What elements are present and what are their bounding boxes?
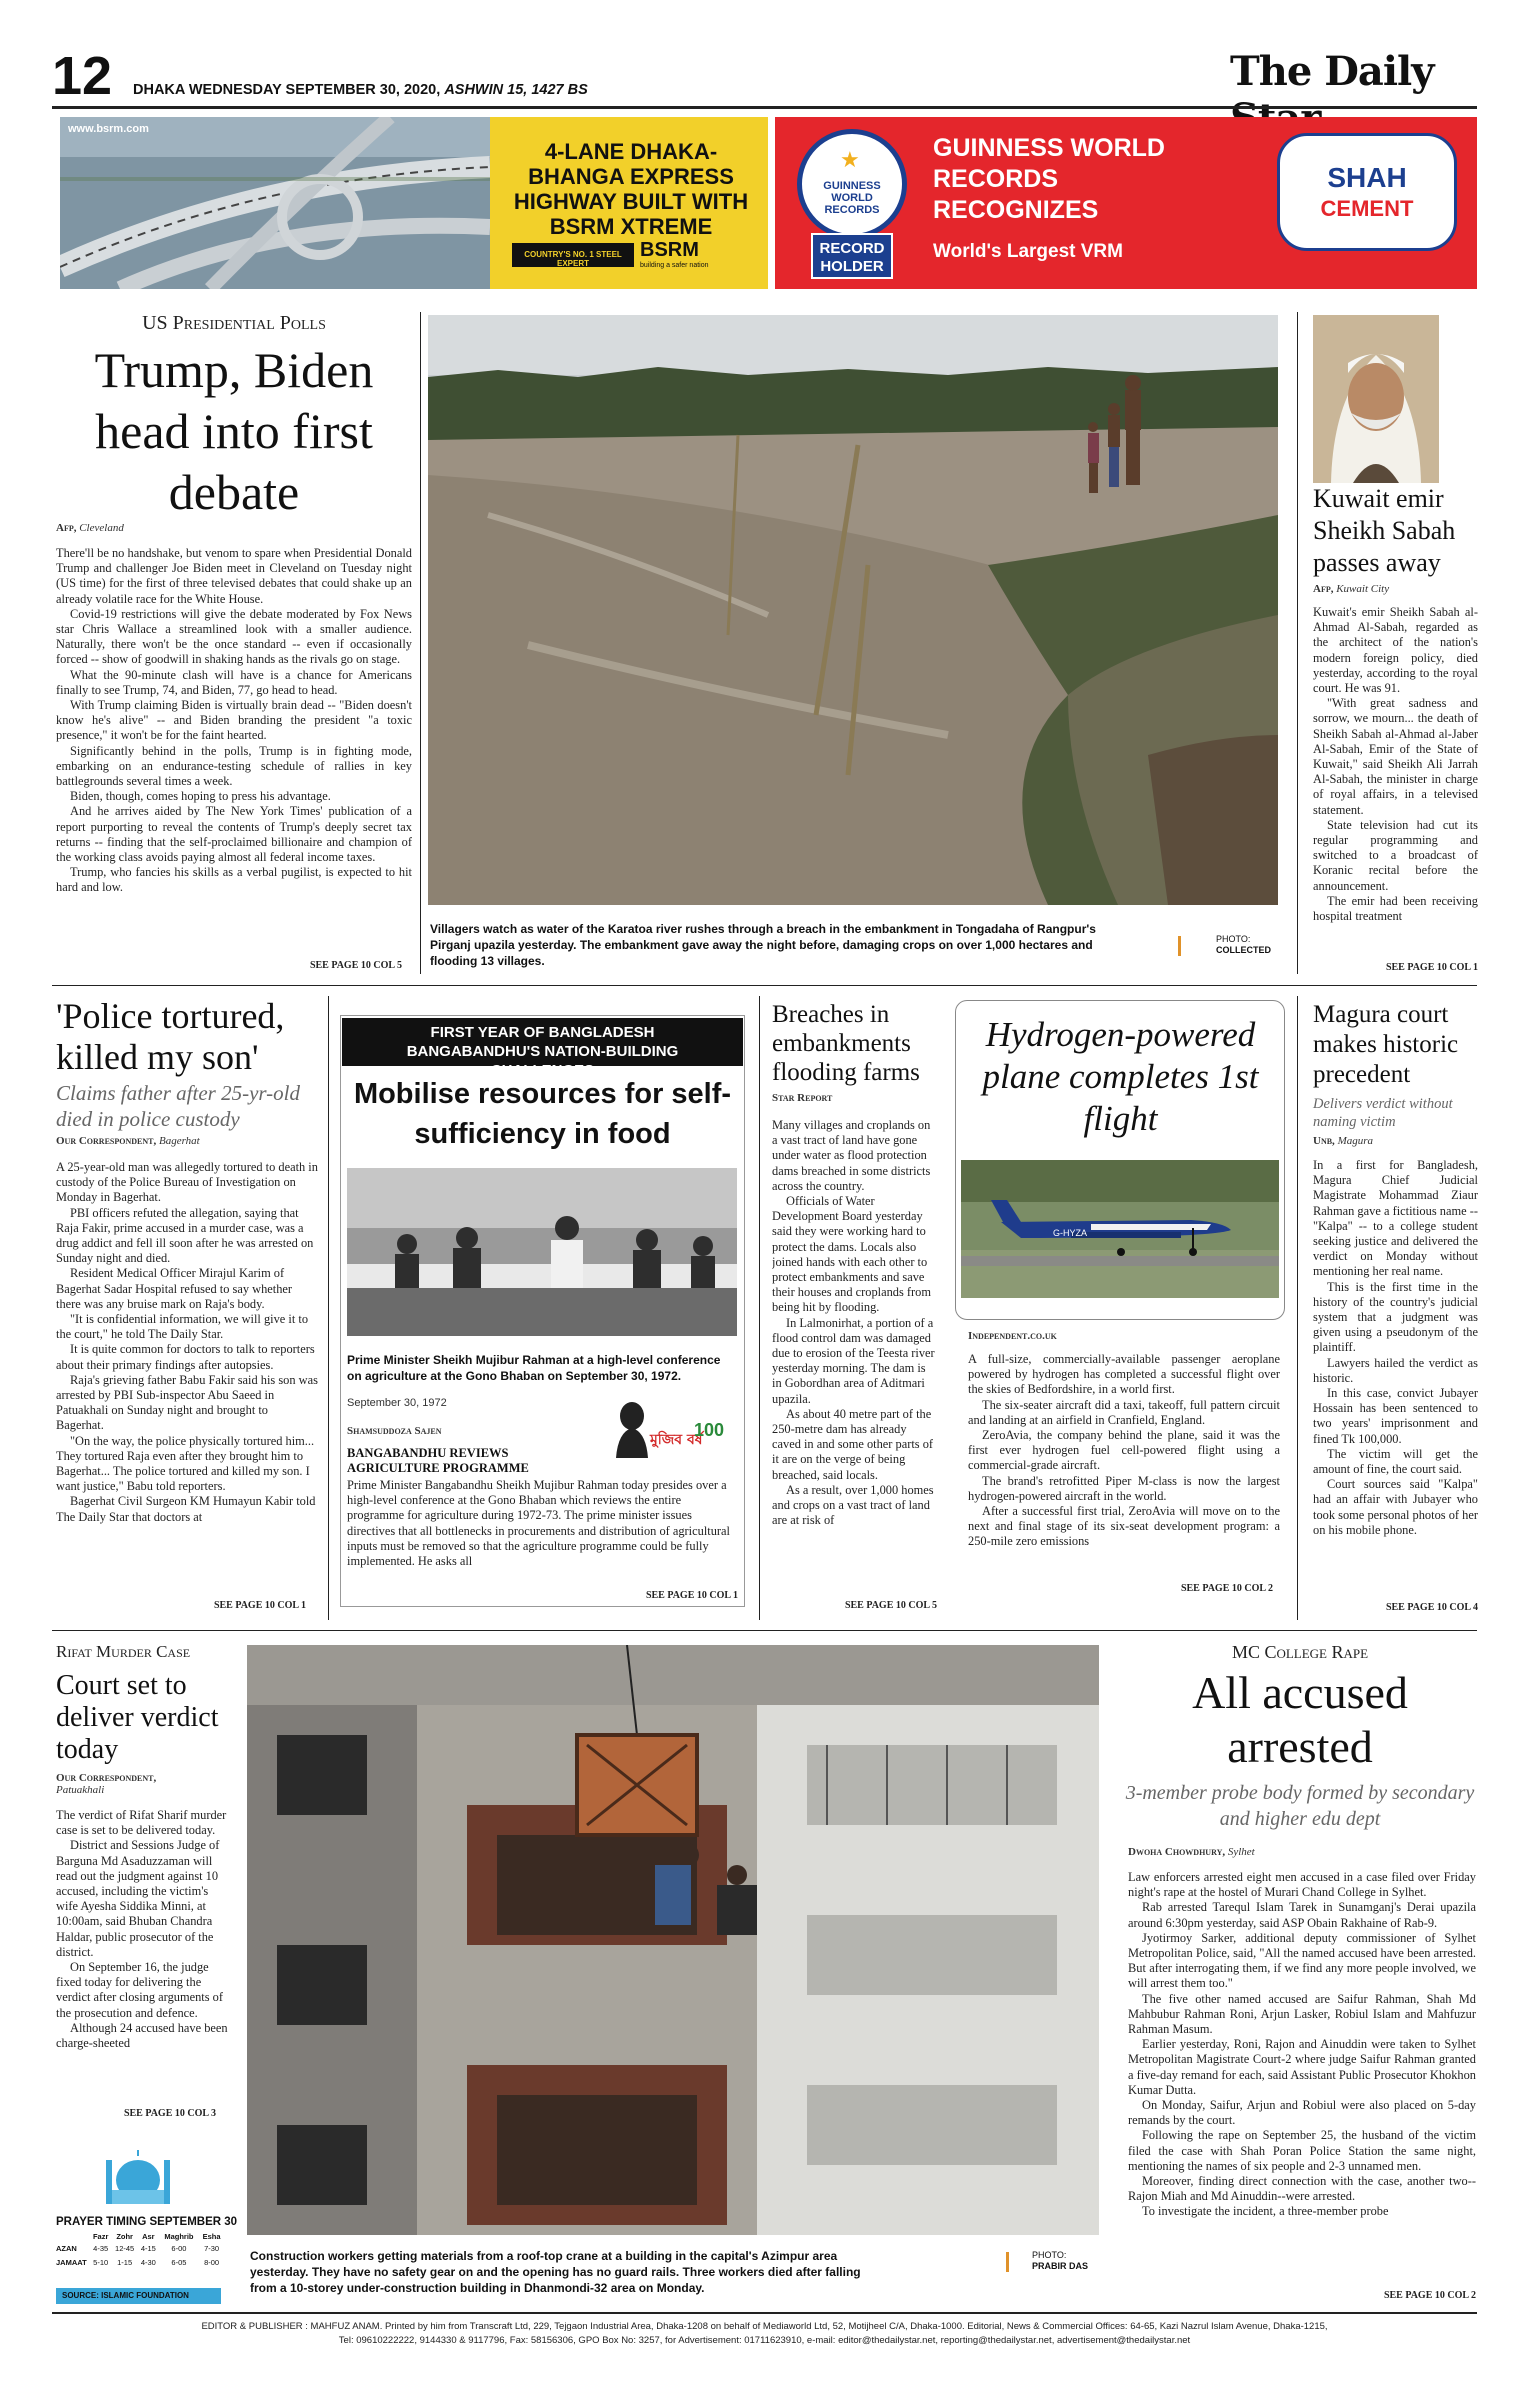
paragraph: Following the rape on September 25, the husband of the victim filed the case with Shah Poran Police Station the same night, mentioning the names of six people and 2-3 unnamed men. bbox=[1128, 2128, 1476, 2173]
mc-subhead: 3-member probe body formed by secondary and higher edu dept bbox=[1125, 1782, 1475, 1830]
bangabandhu-date: September 30, 1972 bbox=[347, 1397, 447, 1409]
paragraph: And he arrives aided by The New York Times' publication of a report purporting to reveal the contents of Trump's deeply secret tax returns -- finding that the self-proclaimed billionaire and champion of the working class avoids paying almost all federal income taxes. bbox=[56, 804, 412, 865]
magura-byline-agency: Unb, bbox=[1313, 1135, 1335, 1147]
bsrm-headline: 4-LANE DHAKA-BHANGA EXPRESS HIGHWAY BUILT WITH BSRM XTREME bbox=[513, 139, 749, 239]
guinness-sub: World's Largest VRM bbox=[933, 241, 1123, 262]
paragraph: A 25-year-old man was allegedly tortured to death in custody of the Police Bureau of Investigation on Monday in Bagerhat. bbox=[56, 1160, 318, 1205]
bangabandhu-headline[interactable]: Mobilise resources for self-sufficiency in food bbox=[353, 1078, 732, 1150]
trump-body bbox=[56, 546, 412, 950]
mc-headline[interactable]: All accused arrested bbox=[1192, 1667, 1408, 1772]
paragraph: Earlier yesterday, Roni, Rajon and Ainuddin were taken to Sylhet Metropolitan Magistrate Court-2 where judge Saifur Rahman granted a five-day remand for each, said Assistant Public Prosecutor Khokhon Kumar Dutta. bbox=[1128, 2037, 1476, 2097]
paragraph: Many villages and croplands on a vast tract of land have gone under water as flood protection dams breached in some districts across the country. bbox=[772, 1118, 931, 1193]
paragraph: Significantly behind in the polls, Trump is in fighting mode, embarking on an endurance-testing schedule of rallies in key battlegrounds several times a week. bbox=[56, 743, 412, 789]
highway-aerial-image bbox=[60, 117, 490, 289]
guinness-seal bbox=[797, 129, 907, 239]
paragraph: In Lalmonirhat, a portion of a flood control dam was damaged due to erosion of the Teesta river yesterday morning. The dam is in Gobordhan area of Aditmari upazila. bbox=[772, 1315, 935, 1406]
paragraph: State television had cut its regular programming and switched to a broadcast of Koranic recital before the announcement. bbox=[1313, 817, 1478, 893]
bsrm-tagline: COUNTRY'S NO. 1 STEEL EXPERT bbox=[512, 243, 634, 267]
mc-dateline: Sylhet bbox=[1227, 1846, 1255, 1858]
mc-byline bbox=[1128, 1846, 1255, 1858]
guinness-ad[interactable] bbox=[775, 117, 1477, 289]
paragraph: Raja's grieving father Babu Fakir said his son was arrested by PBI Sub-inspector Abu Saeed in Patuakhali on Sunday night and brought to Bagerhat. bbox=[56, 1372, 318, 1433]
kuwait-byline-agency: Afp, bbox=[1313, 583, 1334, 595]
paragraph: Bagerhat Civil Surgeon KM Humayun Kabir told The Daily Star that doctors at bbox=[56, 1494, 316, 1524]
dateline bbox=[133, 82, 588, 98]
police-subhead: Claims father after 25-yr-old died in police custody bbox=[56, 1081, 300, 1131]
paragraph: On September 16, the judge fixed today for delivering the verdict after closing arguments of the prosecution and defence. bbox=[56, 1960, 223, 2020]
photo-credit-name: PRABIR DAS bbox=[1032, 2261, 1089, 2271]
bangabandhu-section-title: BANGABANDHU REVIEWS AGRICULTURE PROGRAMME bbox=[347, 1446, 529, 1475]
paragraph: The five other named accused are Saifur Rahman, Shah Md Mahbubur Rahman Roni, Arjun Lasker, Robiul Islam and Mahfuzur Rahman Masum. bbox=[1128, 1991, 1476, 2037]
column-rule bbox=[328, 996, 329, 1620]
bangabandhu-body: Prime Minister Bangabandhu Sheikh Mujibur Rahman today presides over a high-level conference at the Gono Bhaban which reviews the entire programme for agriculture during 1972-73. The prime minister issues directives that all bottlenecks in procurements and distribution of agricultural inputs must be removed so that the agriculture programme could be fully implemented. He asks all bbox=[347, 1478, 730, 1569]
paragraph: Biden, though, comes hoping to press his advantage. bbox=[70, 789, 331, 804]
historic-photo bbox=[347, 1168, 737, 1336]
hydrogen-body bbox=[968, 1352, 1280, 1578]
prayer-cell: 12-45 bbox=[115, 2243, 135, 2253]
plane-registration: G-HYZA bbox=[1053, 1228, 1088, 1238]
prayer-cell: 8-00 bbox=[204, 2257, 220, 2267]
magura-body bbox=[1313, 1158, 1478, 1598]
magura-dateline: Magura bbox=[1337, 1135, 1374, 1147]
hydrogen-byline: Independent.co.uk bbox=[968, 1330, 1057, 1342]
magura-headline[interactable]: Magura court makes historic precedent bbox=[1313, 1001, 1459, 1088]
paragraph: Rab arrested Tarequl Islam Tarek in Sunamganj's Derai upazila around 6:30pm yesterday, said ASP Obain Rakhaine of Rab-9. bbox=[1128, 1900, 1476, 1930]
trump-byline-agency: Afp, bbox=[56, 522, 77, 534]
paragraph: Trump, who fancies his skills as a verbal pugilist, is expected to hit hard and low. bbox=[56, 865, 412, 895]
imprint-line: Tel: 09610222222, 9144330 & 9117796, Fax: 58156306, GPO Box No: 3257, for Advertisement: 01711623910, e-mail: editor@thedailystar.net, reporting@thedailystar.net, advertisement@thedailystar.net bbox=[338, 2335, 1191, 2346]
paragraph: Jyotirmoy Sarker, additional deputy commissioner of Sylhet Metropolitan Police, said, "All the named accused have been arrested. But after interrogating them, if we find any more people involved, we will arrest them too." bbox=[1128, 1930, 1476, 1991]
mosque-icon bbox=[98, 2150, 178, 2204]
emir-portrait bbox=[1313, 315, 1439, 483]
kuwait-headline[interactable]: Kuwait emir Sheikh Sabah passes away bbox=[1313, 484, 1456, 577]
breaches-byline: Star Report bbox=[772, 1092, 833, 1104]
bsrm-ad[interactable] bbox=[60, 117, 768, 289]
trump-dateline: Cleveland bbox=[79, 522, 124, 534]
prayer-cell: JAMAAT bbox=[56, 2257, 87, 2267]
paragraph: In this case, convict Jubayer Hossain has been sentenced to two years' imprisonment and fined Tk 100,000. bbox=[1313, 1386, 1478, 1446]
paragraph: This is the first time in the history of the country's judicial system that a judgment was given using a pseudonym of the plaintiff. bbox=[1313, 1279, 1478, 1355]
column-rule bbox=[420, 312, 421, 974]
rifat-see-page[interactable]: SEE PAGE 10 COL 3 bbox=[123, 2108, 216, 2119]
paragraph: The verdict of Rifat Sharif murder case is set to be delivered today. bbox=[56, 1808, 227, 1838]
bsrm-brand: BSRM bbox=[640, 239, 699, 261]
prayer-cell: AZAN bbox=[56, 2243, 77, 2253]
guinness-headline: GUINNESS WORLD RECORDS RECOGNIZES bbox=[933, 134, 1165, 224]
caption-divider bbox=[1006, 2252, 1009, 2272]
construction-photo-credit bbox=[1032, 2250, 1088, 2272]
paragraph: As a result, over 1,000 homes and crops on a vast tract of land are at risk of bbox=[772, 1482, 934, 1528]
police-headline[interactable]: 'Police tortured, killed my son' bbox=[56, 996, 285, 1077]
rifat-headline[interactable]: Court set to deliver verdict today bbox=[56, 1670, 219, 1765]
prayer-header: Fazr bbox=[92, 2232, 109, 2241]
paragraph: With Trump claiming Biden is virtually brain dead -- "Biden doesn't know he's alive" -- and Biden branding the president "a toxic presence," it won't be for the faint hearted. bbox=[56, 698, 412, 743]
paragraph: The victim will get the amount of fine, the court said. bbox=[1313, 1446, 1478, 1477]
rifat-dateline: Patuakhali bbox=[56, 1784, 105, 1796]
paragraph: Although 24 accused have been charge-sheeted bbox=[56, 2020, 228, 2051]
trump-headline[interactable]: Trump, Biden head into first debate bbox=[94, 342, 374, 520]
breaches-see-page[interactable]: SEE PAGE 10 COL 5 bbox=[844, 1600, 937, 1611]
magura-see-page[interactable]: SEE PAGE 10 COL 4 bbox=[1385, 1602, 1478, 1613]
hydrogen-see-page[interactable]: SEE PAGE 10 COL 2 bbox=[1180, 1583, 1273, 1594]
bangabandhu-see-page[interactable]: SEE PAGE 10 COL 1 bbox=[645, 1590, 738, 1601]
mujib-logo-text: মুজিব বর্ষ bbox=[650, 1432, 703, 1448]
prayer-header: Esha bbox=[202, 2232, 221, 2241]
prayer-cell: 6-05 bbox=[171, 2257, 187, 2267]
prayer-cell: 4-15 bbox=[140, 2243, 156, 2253]
paragraph: The emir had been receiving hospital treatment bbox=[1313, 893, 1478, 924]
paragraph: Law enforcers arrested eight men accused in a case filed over Friday night's rape at the hostel of Murari Chand College in Sylhet. bbox=[1128, 1870, 1476, 1900]
column-rule bbox=[1297, 996, 1298, 1620]
paragraph: There'll be no handshake, but venom to spare when Presidential Donald Trump and challenger Joe Biden meet in Cleveland on Tuesday night (US time) for the first of three televised debates that could shake up an already volatile race for the White House. bbox=[56, 546, 412, 606]
kuwait-byline bbox=[1313, 583, 1389, 595]
police-see-page[interactable]: SEE PAGE 10 COL 1 bbox=[213, 1600, 306, 1611]
dateline-bs: ASHWIN 15, 1427 BS bbox=[444, 82, 588, 98]
hydrogen-headline[interactable]: Hydrogen-powered plane completes 1st flight bbox=[982, 1015, 1259, 1138]
mc-see-page[interactable]: SEE PAGE 10 COL 2 bbox=[1383, 2290, 1476, 2301]
bangabandhu-banner: FIRST YEAR OF BANGLADESH BANGABANDHU'S NATION-BUILDING CHALLENGES bbox=[342, 1018, 743, 1066]
record-holder-badge: RECORD HOLDER bbox=[811, 233, 893, 279]
rifat-kicker: Rifat Murder Case bbox=[56, 1642, 191, 1661]
shah-line2: CEMENT bbox=[1320, 196, 1414, 221]
paragraph: The brand's retrofitted Piper M-class is now the largest hydrogen-powered aircraft in the world. bbox=[968, 1473, 1280, 1503]
bsrm-url[interactable]: www.bsrm.com bbox=[68, 123, 149, 135]
dateline-date: DHAKA WEDNESDAY SEPTEMBER 30, 2020, bbox=[133, 82, 441, 98]
paragraph: To investigate the incident, a three-member probe bbox=[1142, 2204, 1389, 2219]
prayer-title: PRAYER TIMING SEPTEMBER 30 bbox=[56, 2216, 238, 2228]
paragraph: Kuwait's emir Sheikh Sabah al-Ahmad Al-Sabah, regarded as the architect of the nation's modern foreign policy, died yesterday, according to the royal court. He was 91. bbox=[1313, 605, 1478, 696]
masthead-rule bbox=[52, 106, 1477, 109]
magura-byline bbox=[1313, 1135, 1373, 1147]
mc-body bbox=[1128, 1870, 1476, 2282]
prayer-header bbox=[56, 2232, 90, 2241]
prayer-cell: 5-10 bbox=[93, 2257, 109, 2267]
mc-kicker: MC College Rape bbox=[1231, 1642, 1369, 1662]
masthead-logo: The Daily bbox=[1230, 48, 1434, 95]
paragraph: What the 90-minute clash will have is a chance for Americans finally to see Trump, 74, and Biden, 77, go head to head. bbox=[56, 667, 412, 697]
prayer-cell: 6-00 bbox=[171, 2243, 187, 2253]
kuwait-see-page[interactable]: SEE PAGE 10 COL 1 bbox=[1385, 962, 1478, 973]
breaches-headline[interactable]: Breaches in embankments flooding farms bbox=[772, 1001, 920, 1086]
paragraph: Covid-19 restrictions will give the debate moderated by Fox News star Chris Wallace a streamlined look with a smaller audience. Naturally, there won't be the once standard -- even if occasionally forced -- show of goodwill in shaking hands as the rivals go on stage. bbox=[56, 606, 412, 667]
paragraph: PBI officers refuted the allegation, saying that Raja Fakir, prime accused in a murder case, was a drug addict and fell ill soon after he was arrested on Sunday night and died. bbox=[56, 1205, 314, 1266]
prayer-header: Asr bbox=[142, 2232, 155, 2241]
photo-credit-name: COLLECTED bbox=[1216, 945, 1271, 955]
seal-star-icon: ★ bbox=[840, 148, 860, 173]
police-byline bbox=[56, 1135, 200, 1147]
mujib-portrait-icon bbox=[612, 1398, 652, 1458]
construction-photo bbox=[247, 1645, 1099, 2235]
rifat-body bbox=[56, 1808, 231, 2104]
bsrm-panel bbox=[490, 117, 768, 289]
bangabandhu-caption: Prime Minister Sheikh Mujibur Rahman at a high-level conference on agriculture at the Gono Bhaban on September 30, 1972. bbox=[347, 1353, 721, 1383]
paragraph: Moreover, finding direct connection with the case, another two--Rajon Miah and Md Ainuddin--were arrested. bbox=[1128, 2174, 1476, 2204]
police-body bbox=[56, 1160, 318, 1593]
paragraph: Resident Medical Officer Mirajul Karim of Bagerhat Sadar Hospital refused to say whether there was any bruise mark on Raja's body. bbox=[56, 1266, 293, 1311]
footer-imprint bbox=[52, 2320, 1477, 2348]
trump-kicker: US Presidential Polls bbox=[142, 312, 326, 334]
shah-cement-logo bbox=[1277, 133, 1457, 251]
prayer-header: Maghrib bbox=[164, 2232, 194, 2241]
paragraph: ZeroAvia, the company behind the plane, said it was the first ever hydrogen fuel cell-powered flight using a commercial-grade aircraft. bbox=[968, 1428, 1280, 1473]
rifat-byline-agency: Our Correspondent, bbox=[56, 1772, 157, 1784]
section-rule bbox=[52, 985, 1477, 986]
paragraph: "With great sadness and sorrow, we mourn... the death of Sheikh Sabah al-Ahmad al-Jaber Al-Sabah, Emir of the State of Kuwait," said Sheikh Ali Jarrah Al-Sabah, the minister in charge of royal affairs, in a televised statement. bbox=[1313, 696, 1478, 817]
prayer-cell: 4-30 bbox=[140, 2257, 156, 2267]
paragraph: It is quite common for doctors to talk to reporters about their primary findings after autopsies. bbox=[56, 1342, 315, 1372]
paragraph: A full-size, commercially-available passenger aeroplane powered by hydrogen has completed a successful flight over the skies of Bedfordshire, in a world first. bbox=[968, 1352, 1280, 1397]
prayer-table bbox=[56, 2232, 224, 2269]
bsrm-brand-logo bbox=[640, 239, 750, 269]
caption-divider bbox=[1178, 936, 1181, 956]
prayer-row bbox=[56, 2255, 224, 2269]
police-dateline: Bagerhat bbox=[158, 1135, 200, 1147]
bsrm-brand-sub: building a safer nation bbox=[640, 262, 709, 269]
photo-credit-label: PHOTO: bbox=[1032, 2250, 1067, 2260]
trump-see-page[interactable]: SEE PAGE 10 COL 5 bbox=[309, 960, 402, 971]
mujib-borsho-logo bbox=[612, 1392, 728, 1478]
footer-rule bbox=[52, 2312, 1477, 2314]
bangabandhu-byline: Shamsuddoza Sajen bbox=[347, 1425, 442, 1437]
paragraph: The six-seater aircraft did a taxi, takeoff, full pattern circuit and landing at an airfield in Cranfield, England. bbox=[968, 1397, 1280, 1427]
prayer-row bbox=[56, 2241, 224, 2255]
magura-subhead: Delivers verdict without naming victim bbox=[1313, 1096, 1453, 1130]
column-rule bbox=[1297, 312, 1298, 974]
paragraph: After a successful first trial, ZeroAvia will move on to the next and final stage of its six-seat development program: a 250-mile zero emissions bbox=[968, 1504, 1280, 1549]
paragraph: Officials of Water Development Board yesterday said they were working hard to protect the dams. Locals also joined hands with each other to protect embankments and save their houses and croplands from being hit by flooding. bbox=[772, 1194, 931, 1315]
kuwait-dateline: Kuwait City bbox=[1336, 583, 1390, 595]
prayer-header: Zohr bbox=[116, 2232, 133, 2241]
shah-line1: SHAH bbox=[1327, 162, 1407, 193]
police-byline-agency: Our Correspondent, bbox=[56, 1135, 157, 1147]
paragraph: In a first for Bangladesh, Magura Chief Judicial Magistrate Mohammad Ziaur Rahman gave a fictitious name -- "Kalpa" -- to a college student seeking justice and delivered the verdict on Monday without mentioning her real name. bbox=[1313, 1158, 1478, 1279]
prayer-cell: 1-15 bbox=[117, 2257, 133, 2267]
trump-byline bbox=[56, 522, 124, 534]
column-rule bbox=[759, 996, 760, 1620]
prayer-cell: 7-30 bbox=[204, 2243, 220, 2253]
mujib-logo-number: 100 bbox=[694, 1420, 725, 1440]
guinness-seal-text: GUINNESS WORLD RECORDS bbox=[823, 180, 881, 216]
flood-caption: Villagers watch as water of the Karatoa river rushes through a breach in the embankment in Tongadaha of Rangpur's Pirganj upazila yesterday. The embankment gave away the night before, damaging crops on over 1,000 hectares and flooding 13 villages. bbox=[430, 922, 1096, 968]
photo-credit-label: PHOTO: bbox=[1216, 934, 1251, 944]
prayer-cell: 4-35 bbox=[93, 2243, 109, 2253]
flood-photo-credit bbox=[1216, 934, 1271, 956]
prayer-header-row bbox=[56, 2232, 224, 2241]
paragraph: "On the way, the police physically tortured him... They tortured Raja even after they brought him to Bagerhat... The police tortured and killed my son. I want justice," Babu told reporters. bbox=[56, 1433, 315, 1494]
paragraph: As about 40 metre part of the 250-metre dam has already caved in and some other parts of it are on the verge of being breached, said locals. bbox=[772, 1406, 934, 1482]
imprint-line: EDITOR & PUBLISHER : MAHFUZ ANAM. Printed by him from Transcraft Ltd, 229, Tejgaon Industrial Area, Dhaka-1208 on behalf of Mediaworld Ltd, 52, Motijheel C/A, Dhaka-1000. Editorial, News & Commercial Offices: 64-65, Kazi Nazrul Islam Avenue, Dhaka-1215, bbox=[201, 2321, 1328, 2332]
paragraph: District and Sessions Judge of Barguna Md Asaduzzaman will read out the judgment against 10 accused, including the victim's wife Ayesha Siddika Minni, at 10:00am, said Bhuban Chandra Haldar, public prosecutor of the district. bbox=[56, 1838, 220, 1959]
plane-photo bbox=[961, 1160, 1279, 1298]
paragraph: Lawyers hailed the verdict as historic. bbox=[1313, 1355, 1478, 1385]
rifat-byline bbox=[56, 1772, 236, 1796]
paragraph: Court sources said "Kalpa" had an affair with Jubayer who took some personal photos of her on his mobile phone. bbox=[1313, 1477, 1478, 1537]
flood-photo bbox=[428, 315, 1278, 905]
construction-caption: Construction workers getting materials from a roof-top crane at a building in the capital's Azimpur area yesterday. They have no safety gear on and the opening has no guard rails. Three workers died after falling from a 10-storey under-construction building in Dhanmondi-32 area on Monday. bbox=[250, 2249, 861, 2295]
kuwait-body bbox=[1313, 605, 1478, 957]
paragraph: "It is confidential information, we will give it to the court," he told The Daily Star. bbox=[56, 1312, 309, 1342]
section-rule bbox=[52, 1630, 1477, 1631]
page-number: 12 bbox=[52, 46, 113, 106]
paragraph: On Monday, Saifur, Arjun and Robiul were also placed on 5-day remands by the court. bbox=[1128, 2098, 1476, 2128]
mc-byline-agency: Dwoha Chowdhury, bbox=[1128, 1846, 1226, 1858]
breaches-body bbox=[772, 1118, 937, 1592]
prayer-source: SOURCE: ISLAMIC FOUNDATION bbox=[56, 2288, 221, 2304]
